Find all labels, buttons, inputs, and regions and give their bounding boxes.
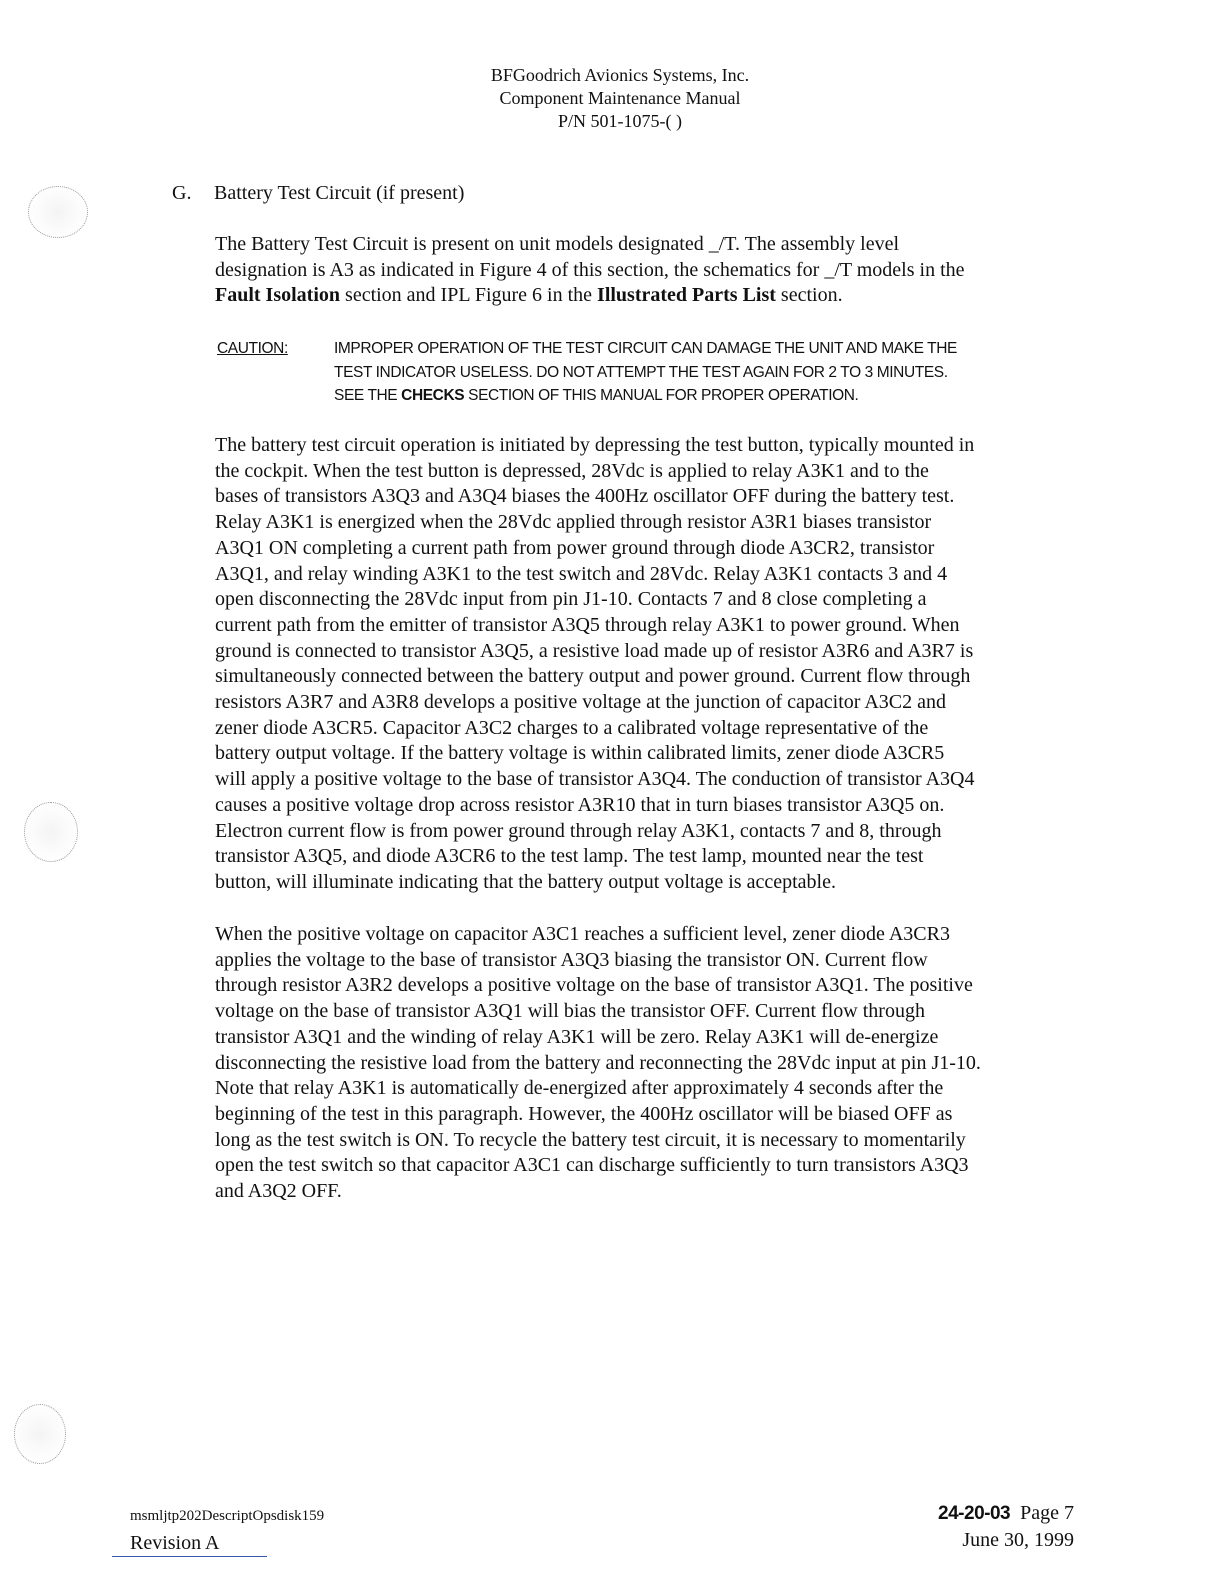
paragraph-line: A3Q1 ON completing a current path from power ground through diode A3CR2, transistor [215,536,935,559]
paragraph-line: transistor A3Q5, and diode A3CR6 to the test lamp. The test lamp, mounted near the test [215,845,924,868]
paragraph-line: long as the test switch is ON. To recycle the battery test circuit, it is necessary to momentarily [215,1128,966,1151]
paragraph-line: voltage on the base of transistor A3Q1 will bias the transistor OFF. Current flow through [215,1000,925,1023]
section-letter: G. [172,182,192,204]
caution-line: TEST INDICATOR USELESS. DO NOT ATTEMPT THE TEST AGAIN FOR 2 TO 3 MINUTES. [334,363,948,381]
fault-isolation-ref: Fault Isolation [215,284,341,307]
manual-title: Component Maintenance Manual [499,88,741,108]
paragraph-line: the cockpit. When the test button is depressed, 28Vdc is applied to relay A3K1 and to the [215,459,929,482]
paragraph-line: applies the voltage to the base of transistor A3Q3 biasing the transistor ON. Current flow [215,948,928,971]
paragraph-line: beginning of the test in this paragraph. However, the 400Hz oscillator will be biased OFF as [215,1102,953,1125]
file-id: msmljtp202DescriptOpsdisk159 [130,1508,325,1524]
paragraph-line: Electron current flow is from power ground through relay A3K1, contacts 7 and 8, through [215,819,942,842]
caution-line [334,384,1094,408]
intro-line [215,283,1075,309]
paragraph-line: transistor A3Q1 and the winding of relay A3K1 will be zero. Relay A3K1 will de-energize [215,1025,939,1048]
paragraph-line: A3Q1, and relay winding A3K1 to the test switch and 28Vdc. Relay A3K1 contacts 3 and 4 [215,562,948,585]
revision-date: June 30, 1999 [962,1529,1074,1551]
paragraph-line: open disconnecting the 28Vdc input from pin J1-10. Contacts 7 and 8 close completing a [215,588,927,611]
reset-paragraph [215,922,1075,1205]
paragraph-line: ground is connected to transistor A3Q5, a resistive load made up of resistor A3R6 and A3R7 is [215,639,974,662]
paragraph-line: Relay A3K1 is energized when the 28Vdc applied through resistor A3R1 biases transistor [215,511,932,534]
caution-text [334,337,1094,408]
intro-line: The Battery Test Circuit is present on unit models designated _/T. The assembly level [215,233,900,255]
paragraph-line: battery output voltage. If the battery voltage is within calibrated limits, zener diode A3CR5 [215,742,945,765]
part-number: P/N 501-1075-( ) [558,111,682,131]
caution-line: IMPROPER OPERATION OF THE TEST CIRCUIT CAN DAMAGE THE UNIT AND MAKE THE [334,340,957,357]
footer-right [938,1500,1074,1554]
paragraph-line: simultaneously connected between the battery output and power ground. Current flow through [215,665,971,688]
section-title: Battery Test Circuit (if present) [214,182,465,204]
footer-left [130,1505,324,1557]
footer-rule [112,1556,267,1557]
paragraph-line: through resistor A3R2 develops a positive voltage on the base of transistor A3Q1. The positive [215,974,973,997]
section-heading [172,180,464,206]
punch-hole-bottom [14,1404,66,1464]
paragraph-line: The battery test circuit operation is initiated by depressing the test button, typically mounted in [215,434,975,456]
page-header [0,64,1224,133]
paragraph-line: open the test switch so that capacitor A3C1 can discharge sufficiently to turn transistors A3Q3 [215,1154,969,1177]
operation-paragraph [215,433,1075,896]
intro-text: section. [775,284,843,307]
paragraph-line: resistors A3R7 and A3R8 develops a positive voltage at the junction of capacitor A3C2 and [215,691,946,714]
paragraph-line: zener diode A3CR5. Capacitor A3C2 charges to a calibrated voltage representative of the [215,716,929,739]
intro-text: section and IPL Figure 6 in the [340,284,598,307]
paragraph-line: When the positive voltage on capacitor A3C1 reaches a sufficient level, zener diode A3CR3 [215,923,950,945]
paragraph-line: disconnecting the resistive load from the battery and reconnecting the 28Vdc input at pin J1-10. [215,1051,981,1074]
company-name: BFGoodrich Avionics Systems, Inc. [490,65,750,85]
caution-text-part: SECTION OF THIS MANUAL FOR PROPER OPERATION. [464,387,859,404]
paragraph-line: Note that relay A3K1 is automatically de-energized after approximately 4 seconds after the [215,1077,944,1100]
paragraph-line: current path from the emitter of transistor A3Q5 through relay A3K1 to power ground. When [215,613,960,636]
intro-paragraph [215,232,1075,309]
paragraph-line: button, will illuminate indicating that the battery output voltage is acceptable. [215,870,836,893]
illustrated-parts-list-ref: Illustrated Parts List [597,284,776,307]
paragraph-line: causes a positive voltage drop across resistor A3R10 that in turn biases transistor A3Q5 on. [215,793,945,816]
page-number: Page 7 [1020,1502,1074,1524]
revision-label: Revision A [130,1532,220,1554]
caution-label: CAUTION: [217,340,288,357]
paragraph-line: bases of transistors A3Q3 and A3Q4 biases the 400Hz oscillator OFF during the battery test. [215,485,955,508]
paragraph-line: will apply a positive voltage to the base of transistor A3Q4. The conduction of transistor A3Q4 [215,768,975,791]
punch-hole-middle [24,802,78,862]
paragraph-line: and A3Q2 OFF. [215,1180,342,1203]
doc-page-line [938,1500,1074,1527]
caution-text-part: SEE THE [334,387,402,404]
checks-ref: CHECKS [401,387,465,404]
punch-hole-top [28,186,88,238]
doc-number: 24-20-03 [938,1503,1011,1524]
intro-line: designation is A3 as indicated in Figure 4 of this section, the schematics for _/T models in the [215,258,965,281]
